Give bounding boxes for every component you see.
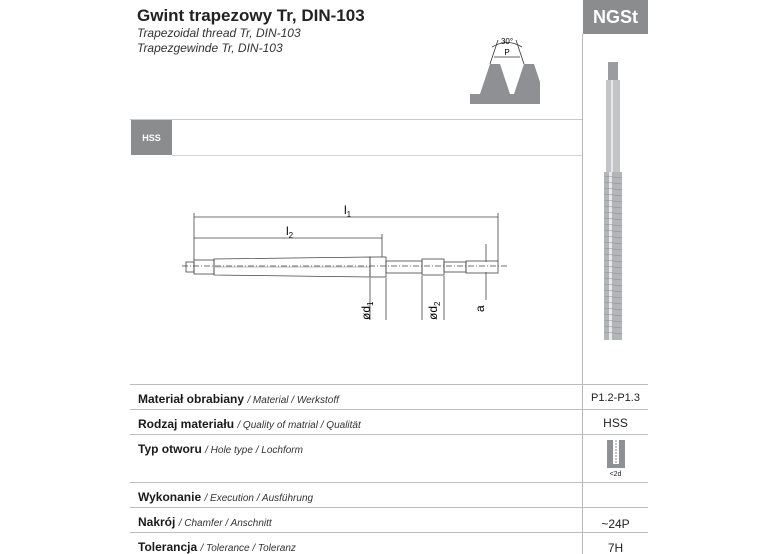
spec-translation: / Material / Werkstoff bbox=[247, 395, 339, 406]
spec-row-quality bbox=[130, 409, 648, 434]
spec-label: Materiał obrabiany bbox=[138, 392, 245, 406]
spec-translation: / Execution / Ausführung bbox=[204, 493, 314, 504]
spec-translation: / Hole type / Lochform bbox=[205, 445, 303, 456]
spec-value: 7H bbox=[607, 541, 624, 554]
spec-value: P1.2-P1.3 bbox=[591, 392, 640, 404]
dim-l2-label: $l_2$ bbox=[286, 224, 294, 240]
material-badge: HSS bbox=[131, 120, 172, 155]
hole-icon-caption: <2d bbox=[609, 471, 622, 478]
spec-label: Tolerancja bbox=[138, 540, 198, 554]
blind-hole-icon bbox=[606, 439, 626, 469]
spec-row-tolerance bbox=[130, 532, 648, 554]
dim-a-label: a bbox=[473, 305, 487, 312]
tap-drawing bbox=[182, 213, 508, 320]
spec-translation: / Chamfer / Anschnitt bbox=[178, 518, 272, 529]
spec-row-chamfer bbox=[130, 507, 648, 532]
spec-value: ~24P bbox=[601, 517, 630, 531]
profile-pitch-label: P bbox=[504, 48, 510, 57]
spec-translation: / Quality of matrial / Qualität bbox=[237, 420, 361, 431]
spec-label: Rodzaj materiału bbox=[138, 417, 235, 431]
profile-angle-label: 30° bbox=[500, 37, 514, 46]
spec-value: HSS bbox=[603, 416, 628, 430]
tap-photo bbox=[604, 62, 622, 340]
dim-d2-label: $ød_2$ bbox=[426, 301, 442, 320]
dim-d1-label: $ød_1$ bbox=[359, 301, 375, 320]
spec-translation: / Tolerance / Toleranz bbox=[200, 543, 296, 554]
spec-label: Wykonanie bbox=[138, 490, 202, 504]
spec-row-hole-type bbox=[130, 434, 648, 482]
spec-row-execution bbox=[130, 482, 648, 507]
page-title: Gwint trapezowy Tr, DIN-103 bbox=[137, 6, 365, 25]
spec-label: Typ otworu bbox=[138, 442, 202, 456]
subtitle-german: Trapezgewinde Tr, DIN-103 bbox=[137, 41, 283, 55]
subtitle-english: Trapezoidal thread Tr, DIN-103 bbox=[137, 26, 301, 40]
dim-l1-label: $l_1$ bbox=[344, 203, 352, 219]
brand-badge: NGSt bbox=[583, 0, 648, 34]
spec-label: Nakrój bbox=[138, 515, 176, 529]
spec-row-material bbox=[130, 384, 648, 409]
thread-profile-icon bbox=[470, 37, 540, 104]
